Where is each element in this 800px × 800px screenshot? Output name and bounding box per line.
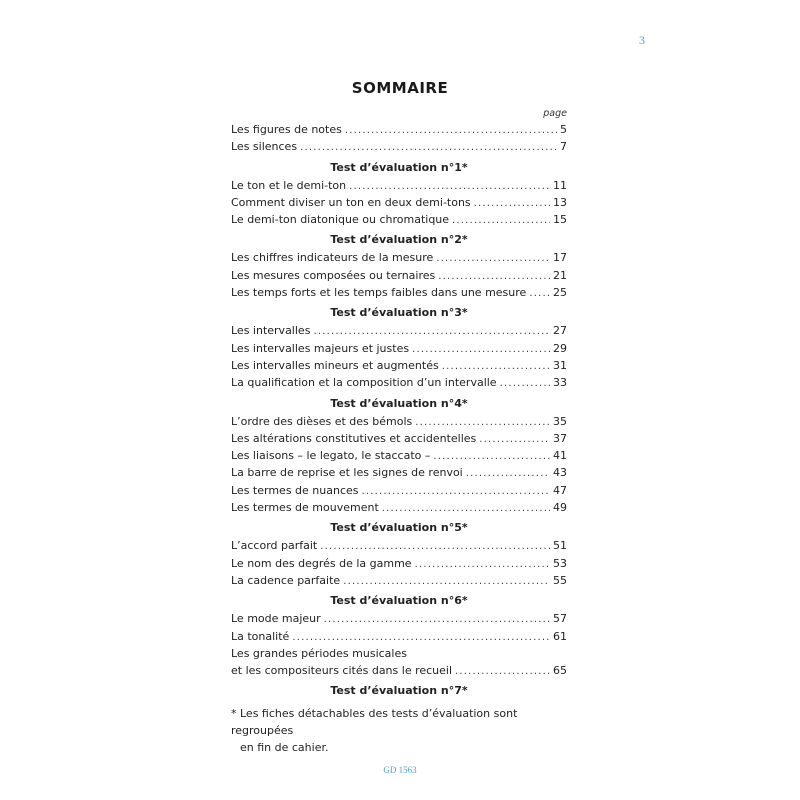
section-heading: Test d’évaluation n°5* xyxy=(330,521,468,535)
toc-entry-title: L’accord parfait xyxy=(231,539,318,553)
toc-entry-title: Les intervalles majeurs et justes xyxy=(231,341,410,355)
dot-leader xyxy=(382,500,550,517)
toc-entry[interactable] xyxy=(231,138,567,155)
section-heading: Test d’évaluation n°7* xyxy=(330,684,468,698)
dot-leader xyxy=(500,375,550,392)
page-title: SOMMAIRE xyxy=(351,79,449,97)
toc-entry[interactable] xyxy=(231,374,567,391)
toc-entry-page: 57 xyxy=(553,612,567,626)
toc-entry[interactable] xyxy=(231,628,567,645)
dot-leader xyxy=(438,268,550,285)
toc-entry-page: 53 xyxy=(553,556,567,570)
footer-code: GD 1563 xyxy=(383,765,417,775)
dot-leader xyxy=(345,122,557,139)
toc-entry-title: Les termes de nuances xyxy=(231,483,359,497)
section-heading: Test d’évaluation n°4* xyxy=(330,396,468,410)
toc-entry[interactable] xyxy=(231,572,567,589)
toc-entry-page: 25 xyxy=(553,286,567,300)
toc-entry-page: 51 xyxy=(553,539,567,553)
footnote-line: en fin de cahier. xyxy=(240,741,329,754)
dot-leader xyxy=(455,663,550,680)
toc-entry-page: 13 xyxy=(553,195,567,209)
toc-entry-title: Les silences xyxy=(231,140,298,154)
toc-entry[interactable] xyxy=(231,340,567,357)
toc-entry-page: 21 xyxy=(553,268,567,282)
toc-entry-title: Les figures de notes xyxy=(231,123,342,136)
toc-entry-page: 43 xyxy=(553,466,567,480)
section-heading: Test d’évaluation n°3* xyxy=(330,306,468,320)
toc-entry[interactable] xyxy=(231,357,567,374)
toc-entry-title: Les intervalles mineurs et augmentés xyxy=(231,358,439,372)
toc-entry-page: 5 xyxy=(560,123,567,136)
section-heading: Test d’évaluation n°1* xyxy=(330,160,468,174)
dot-leader xyxy=(529,285,550,302)
section-heading: Test d’évaluation n°2* xyxy=(330,233,468,247)
dot-leader xyxy=(415,556,550,573)
dot-leader xyxy=(452,212,550,229)
toc-entry-page: 37 xyxy=(553,431,567,445)
toc-entry-title: Les chiffres indicateurs de la mesure xyxy=(231,251,434,265)
dot-leader xyxy=(433,448,550,465)
toc-entry-page: 41 xyxy=(553,449,567,463)
dot-leader xyxy=(362,483,551,500)
dot-leader xyxy=(320,538,550,555)
toc-entry[interactable] xyxy=(231,464,567,481)
toc-entry-page: 35 xyxy=(553,414,567,428)
toc-entry-title: La tonalité xyxy=(231,629,290,643)
toc-entry-title: La qualification et la composition d’un intervalle xyxy=(231,376,497,390)
toc-entry[interactable] xyxy=(231,537,567,554)
toc-entry-page: 7 xyxy=(560,140,567,154)
dot-leader xyxy=(349,178,550,195)
toc-entry-page: 29 xyxy=(553,341,567,355)
toc-entry[interactable] xyxy=(231,430,567,447)
dot-leader xyxy=(292,629,550,646)
toc-entry-title: L’ordre des dièses et des bémols xyxy=(231,414,413,428)
page-column-label: page xyxy=(543,108,567,119)
toc-entry[interactable] xyxy=(231,121,567,138)
toc-entry-title: La barre de reprise et les signes de renvoi xyxy=(231,466,463,480)
dot-leader xyxy=(442,358,550,375)
dot-leader xyxy=(300,139,557,156)
dot-leader xyxy=(436,250,550,267)
toc-entry-page: 55 xyxy=(553,573,567,587)
dot-leader xyxy=(415,414,550,431)
dot-leader xyxy=(466,465,550,482)
toc-entry-title: La cadence parfaite xyxy=(231,573,341,587)
toc-entry-page: 47 xyxy=(553,483,567,497)
toc-entry-page: 65 xyxy=(553,664,567,678)
section-heading: Test d’évaluation n°6* xyxy=(330,594,468,608)
toc-entry-page: 27 xyxy=(553,324,567,338)
toc-entry-title: Le ton et le demi-ton xyxy=(231,178,347,192)
toc-entry-page: 15 xyxy=(553,213,567,227)
toc-entry[interactable] xyxy=(231,610,567,627)
toc-entry-title: Le mode majeur xyxy=(231,612,321,626)
toc-entry-page: 11 xyxy=(553,178,567,192)
toc-entry-title: Le demi-ton diatonique ou chromatique xyxy=(231,213,450,227)
toc-entry[interactable] xyxy=(231,662,567,679)
page-number: 3 xyxy=(639,33,645,47)
toc-entry-title: Comment diviser un ton en deux demi-tons xyxy=(231,195,471,209)
dot-leader xyxy=(474,195,550,212)
toc-entry-title: et les compositeurs cités dans le recueil xyxy=(231,664,453,678)
toc-entry[interactable] xyxy=(231,447,567,464)
toc-entry[interactable] xyxy=(231,194,567,211)
dot-leader xyxy=(324,611,550,628)
toc-entry[interactable] xyxy=(231,499,567,516)
dot-leader xyxy=(479,431,550,448)
toc-entry-title: Les mesures composées ou ternaires xyxy=(231,268,436,282)
dot-leader xyxy=(343,573,550,590)
toc-entry[interactable] xyxy=(231,322,567,339)
footnote xyxy=(231,705,581,756)
toc-entry[interactable] xyxy=(231,482,567,499)
toc-entry-title: Le nom des degrés de la gamme xyxy=(231,556,412,570)
toc-entry-page: 61 xyxy=(553,629,567,643)
toc-entry[interactable] xyxy=(231,645,567,662)
toc-entry-page: 17 xyxy=(553,251,567,265)
dot-leader xyxy=(412,341,550,358)
toc-entry-title: Les intervalles xyxy=(231,324,311,338)
toc-entry-title: Les temps forts et les temps faibles dans une mesure xyxy=(231,286,527,300)
toc-entry-title: Les grandes périodes musicales xyxy=(231,646,407,660)
footnote-line: * Les fiches détachables des tests d’évaluation sont regroupées xyxy=(231,707,518,737)
toc-entry[interactable] xyxy=(231,555,567,572)
toc-entry[interactable] xyxy=(231,267,567,284)
dot-leader xyxy=(313,323,550,340)
toc-entry-page: 31 xyxy=(553,358,567,372)
toc-entry-title: Les altérations constitutives et accidentelles xyxy=(231,431,477,445)
toc-entry-title: Les termes de mouvement xyxy=(231,501,379,515)
toc-entry[interactable] xyxy=(231,211,567,228)
toc-entry-page: 49 xyxy=(553,501,567,515)
toc-entry[interactable] xyxy=(231,284,567,301)
toc-entry-page: 33 xyxy=(553,376,567,390)
toc-entry[interactable] xyxy=(231,413,567,430)
table-of-contents xyxy=(231,107,567,700)
toc-entry-title: Les liaisons – le legato, le staccato – xyxy=(231,449,431,463)
toc-entry[interactable] xyxy=(231,177,567,194)
toc-entry[interactable] xyxy=(231,249,567,266)
